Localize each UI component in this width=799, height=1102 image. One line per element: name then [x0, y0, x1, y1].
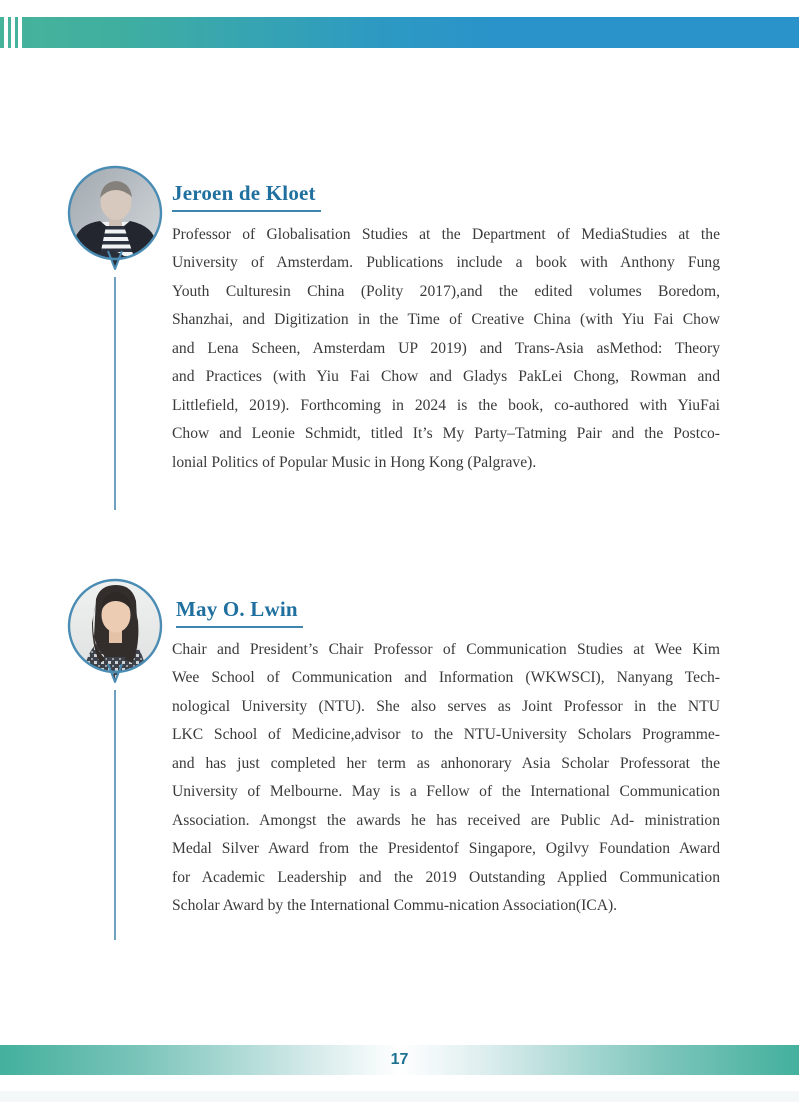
bio-text-line: Littlefield, 2019). Forthcoming in 2024 is the book, co-authored with YiuFai: [172, 396, 720, 414]
bio-text-line: Chair and President’s Chair Professor of Communication Studies at Wee Kim: [172, 641, 720, 658]
bio-text-line: Scholar Award by the International Commu-nication Association(ICA).: [172, 896, 618, 914]
bio-text-line: University of Amsterdam. Publications include a book with Anthony Fung: [172, 254, 720, 272]
portrait-photo-man-icon: [66, 164, 164, 276]
footer-decoration-bar: [0, 1045, 799, 1075]
speaker-name: May O. Lwin: [176, 597, 303, 628]
timeline-line: [114, 277, 116, 510]
bio-text-line: nological University (NTU). She also serves as Joint Professor in the NTU: [172, 697, 720, 715]
bottom-edge-strip: [0, 1091, 799, 1102]
bio-text-line: Youth Culturesin China (Polity 2017),and the edited volumes Boredom,: [172, 282, 720, 300]
bio-text-line: lonial Politics of Popular Music in Hong Kong (Palgrave).: [172, 453, 537, 471]
bio-text-line: and Lena Scheen, Amsterdam UP 2019) and Trans-Asia asMethod: Theory: [172, 339, 720, 357]
speaker-photo-pin: [66, 164, 164, 276]
page-number: 17: [390, 1051, 409, 1068]
bio-text-line: Professor of Globalisation Studies at the Department of MediaStudies at the: [172, 226, 720, 243]
bio-text-line: Wee School of Communication and Information (WKWSCI), Nanyang Tech-: [172, 669, 720, 687]
bio-text-line: Medal Silver Award from the Presidentof Singapore, Ogilvy Foundation Award: [172, 840, 720, 858]
speaker-name: Jeroen de Kloet: [172, 181, 321, 212]
bio-text-line: Shanzhai, and Digitization in the Time of Creative China (with Yiu Fai Chow: [172, 311, 720, 329]
portrait-photo-woman-icon: [66, 577, 164, 689]
header-decoration-bar: [0, 17, 799, 48]
speaker-bio-text: [172, 636, 720, 920]
bio-text-line: and has just completed her term as anhonorary Asia Scholar Professorat the: [172, 754, 720, 772]
bio-text-line: Association. Amongst the awards he has received are Public Ad- ministration: [172, 811, 720, 829]
speaker-photo-pin: [66, 577, 164, 689]
bio-text-line: LKC School of Medicine,advisor to the NTU-University Scholars Programme-: [172, 726, 720, 744]
header-stripe: [4, 17, 8, 48]
timeline-line: [114, 690, 116, 940]
bio-text-line: and Practices (with Yiu Fai Chow and Gladys PakLei Chong, Rowman and: [172, 368, 720, 386]
speaker-bio-text: [172, 221, 720, 477]
bio-text-line: University of Melbourne. May is a Fellow of the International Communication: [172, 783, 720, 801]
bio-text-line: Chow and Leonie Schmidt, titled It’s My Party–Tatming Pair and the Postco-: [172, 425, 720, 443]
header-stripe: [18, 17, 22, 48]
bio-text-line: for Academic Leadership and the 2019 Outstanding Applied Communication: [172, 868, 720, 886]
header-stripe: [11, 17, 15, 48]
